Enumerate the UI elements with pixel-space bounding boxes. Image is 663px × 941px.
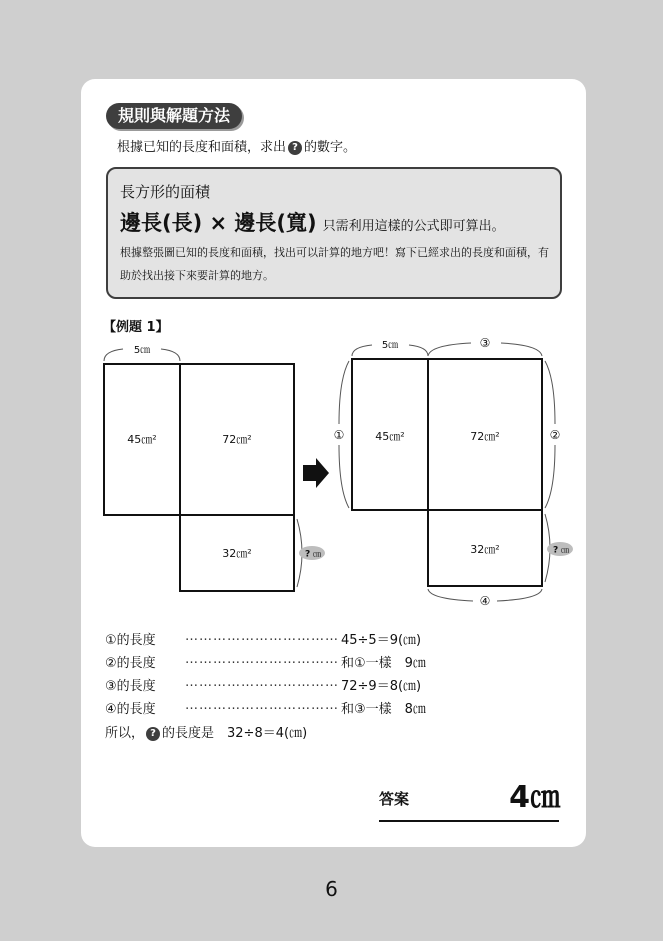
unknown-bubble-left [299,546,325,560]
arrow-right-icon [303,458,329,488]
unknown-bubble-right [547,542,573,556]
calc-result: 和③一樣 8㎝ [341,702,426,717]
calc-row-4 [81,698,586,718]
area-right-a: 72㎝² [222,433,252,446]
worksheet-card [81,79,586,847]
calc-row-1 [81,629,586,649]
area-left-b: 45㎝² [375,430,405,443]
formula-title: 長方形的面積 [120,183,211,201]
marker-2: ② [549,428,561,442]
calc-row-2 [81,652,586,672]
marker-3: ③ [479,336,491,350]
calc-result: 72÷9＝8(㎝) [341,679,422,694]
calc-label: ③的長度 [105,679,156,694]
calc-result: 45÷5＝9(㎝) [341,633,422,648]
calc-dots: …………………………… [185,629,339,644]
top-length-left: 5㎝ [133,345,151,356]
area-left-a: 45㎝² [127,433,157,446]
area-right-b: 72㎝² [470,430,500,443]
answer-underline [379,820,559,822]
answer-label: 答案 [379,790,410,808]
question-mark-icon: ? [553,545,559,556]
calc-dots: …………………………… [185,698,339,713]
example-label: 【例題 1】 [103,320,169,335]
question-mark-icon: ? [305,549,311,560]
calc-dots: …………………………… [185,675,339,690]
intro-after: 的數字。 [304,140,357,155]
unknown-unit-left: ㎝ [313,549,321,559]
conclusion [105,722,307,741]
marker-4: ④ [479,594,491,608]
unknown-unit-right: ㎝ [561,545,569,555]
intro-before: 根據已知的長度和面積，求出 [117,140,287,155]
conclusion-before: 所以， [105,726,145,741]
question-mark-icon: ? [146,727,160,741]
question-mark-icon: ? [288,141,302,155]
marker-1: ① [333,428,345,442]
answer-value: 4㎝ [509,780,560,815]
calc-label: ②的長度 [105,656,156,671]
calc-label: ①的長度 [105,633,156,648]
example-diagram [81,79,586,619]
area-bottom-a: 32㎝² [222,547,252,560]
calc-result: 和①一樣 9㎝ [341,656,426,671]
calc-label: ④的長度 [105,702,156,717]
area-bottom-b: 32㎝² [470,543,500,556]
conclusion-after: 的長度是 32÷8＝4(㎝) [162,726,308,741]
top-length-right: 5㎝ [381,340,399,351]
formula-note: 只需利用這樣的公式即可算出。 [322,219,505,234]
formula-description: 根據整張圖已知的長度和面積，找出可以計算的地方吧！寫下已經求出的長度和面積，有助於找出接下來要計算的地方。 [120,246,549,282]
page-number: 6 [325,877,338,901]
formula: 邊長(長) × 邊長(寬) [120,211,317,235]
rules-title: 規則與解題方法 [106,103,242,129]
calc-row-3 [81,675,586,695]
calc-dots: …………………………… [185,652,339,667]
